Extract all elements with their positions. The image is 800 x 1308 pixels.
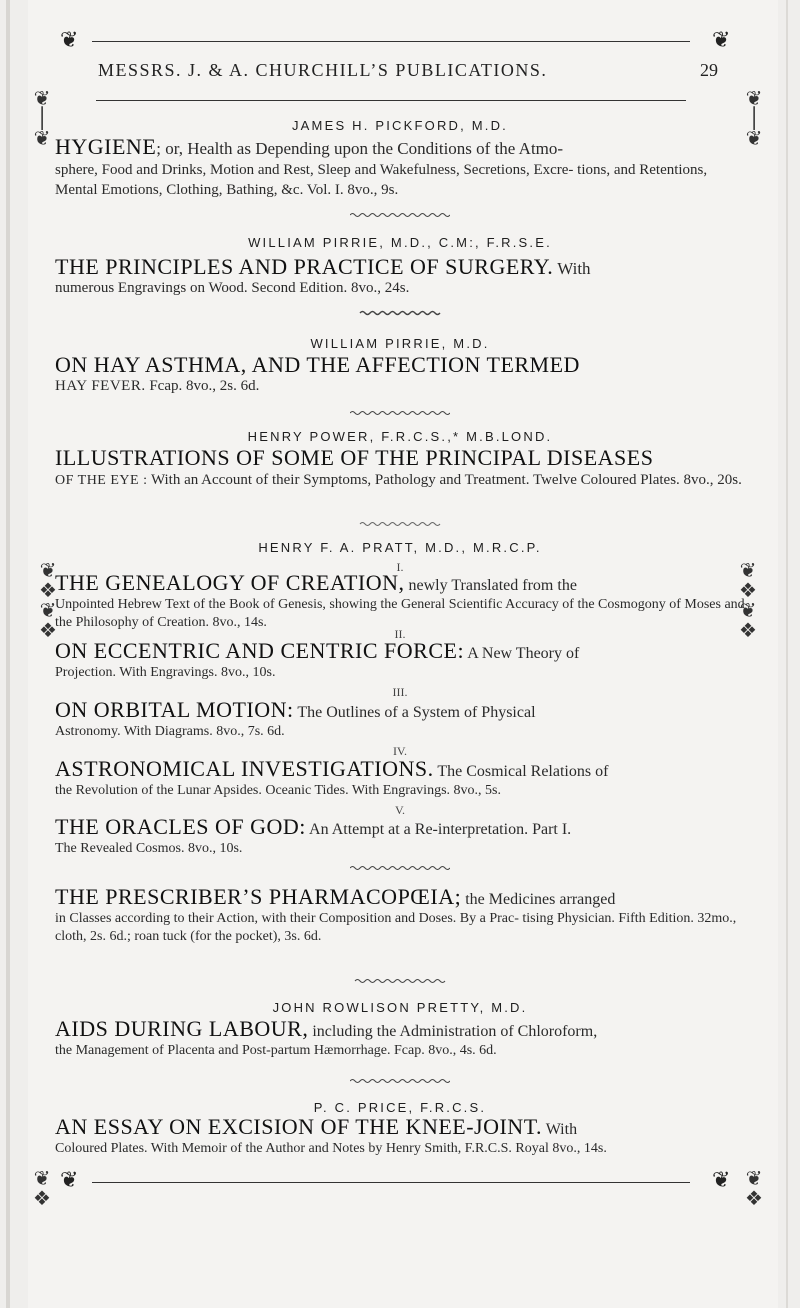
book-title: HYGIENE [55, 134, 157, 159]
entry-text-inline: With [542, 1121, 578, 1138]
divider-ornament [350, 1078, 450, 1084]
entry-text-inline: An Attempt at a Re-interpretation. Part I. [305, 821, 572, 838]
book-title: ON ORBITAL MOTION: [55, 697, 294, 722]
entry-text: the Management of Placenta and Post-partum Hæmorrhage. Fcap. 8vo., 4s. 6d. [55, 1043, 497, 1058]
author-heading: HENRY F. A. PRATT, M.D., M.R.C.P. [258, 540, 542, 555]
volume-numeral: IV. [392, 744, 408, 758]
book-title: ON ECCENTRIC AND CENTRIC FORCE: [55, 638, 465, 663]
corner-ornament-top-left: ❦ [60, 28, 79, 53]
bottom-rule [92, 1182, 690, 1183]
header-rule [96, 100, 686, 101]
entry-text: sphere, Food and Drinks, Motion and Rest, Sleep and Wakefulness, Secretions, Excre- tions, and Retentions, Mental Emotions, Clothing, Bathing, &c. Vol. I. 8vo., 9s. [55, 162, 708, 198]
side-ornament-right-mid: ❦ ❖ ❦ ❖ [739, 558, 757, 642]
book-title: THE GENEALOGY OF CREATION, [55, 570, 405, 595]
author-heading: WILLIAM PIRRIE, M.D. [310, 336, 490, 351]
publication-entry [55, 1114, 745, 1157]
author-heading: P. C. PRICE, F.R.C.S. [313, 1100, 487, 1115]
divider-ornament [350, 310, 450, 316]
publication-entry [55, 638, 745, 681]
entry-text: the Revolution of the Lunar Apsides. Oceanic Tides. With Engravings. 8vo., 5s. [55, 783, 501, 798]
publication-entry [55, 570, 745, 632]
entry-text: Coloured Plates. With Memoir of the Author and Notes by Henry Smith, F.R.C.S. Royal 8vo., 14s. [55, 1141, 607, 1156]
publication-entry [55, 254, 745, 297]
book-title: THE PRINCIPLES AND PRACTICE OF SURGERY. [55, 254, 554, 279]
volume-numeral: II. [394, 627, 406, 641]
volume-numeral: V. [394, 803, 406, 817]
corner-ornament-bottom-right: ❦ [712, 1168, 731, 1193]
entry-text-inline: including the Administration of Chloroform, [308, 1023, 598, 1040]
entry-text: Projection. With Engravings. 8vo., 10s. [55, 665, 276, 680]
divider-ornament [350, 978, 450, 984]
entry-text: Fcap. 8vo., 2s. 6d. [145, 378, 260, 394]
book-title: ASTRONOMICAL INVESTIGATIONS. [55, 756, 434, 781]
entry-text-inline: newly Translated from the [404, 577, 577, 594]
side-ornament-right-bottom: ❦ ❖ [745, 1166, 763, 1210]
running-header: MESSRS. J. & A. CHURCHILL’S PUBLICATIONS. [98, 60, 548, 80]
side-ornament-left-mid: ❦ ❖ ❦ ❖ [39, 558, 57, 642]
publication-entry [55, 134, 745, 200]
entry-text: in Classes according to their Action, with their Composition and Doses. By a Prac- tising Physician. Fifth Edition. 32mo., cloth, 2s. 6d.; roan tuck (for the pocket), 3s. 6d. [55, 911, 737, 944]
divider-ornament [350, 212, 450, 218]
book-title: AN ESSAY ON EXCISION OF THE KNEE-JOINT. [55, 1114, 542, 1139]
author-heading: HENRY POWER, F.R.C.S.,* M.B.LOND. [247, 429, 553, 444]
publication-entry [55, 884, 745, 946]
entry-text: Unpointed Hebrew Text of the Book of Genesis, showing the General Scientific Accuracy of the Cosmogony of Moses and the Philosophy of Creation. 8vo., 14s. [55, 597, 745, 630]
publication-entry [55, 814, 745, 857]
top-rule [92, 41, 690, 42]
book-title: THE PRESCRIBER’S PHARMACOPŒIA; [55, 884, 462, 909]
entry-text-inline: A New Theory of [464, 645, 580, 662]
volume-numeral: I. [396, 560, 404, 574]
book-title: ON HAY ASTHMA, AND THE AFFECTION TERMED [55, 352, 580, 377]
corner-ornament-top-right: ❦ [712, 28, 731, 53]
publication-entry [55, 1016, 745, 1059]
entry-text-inline: With [553, 259, 591, 278]
page-number: 29 [700, 60, 718, 80]
publication-entry [55, 697, 745, 740]
publication-entry [55, 756, 745, 799]
divider-ornament [350, 865, 450, 871]
author-heading: JOHN ROWLISON PRETTY, M.D. [272, 1000, 528, 1015]
divider-ornament [350, 410, 450, 416]
entry-text-inline: The Cosmical Relations of [433, 763, 609, 780]
entry-text: numerous Engravings on Wood. Second Edition. 8vo., 24s. [55, 280, 410, 296]
side-ornament-right-top: ❦ │ ❦ [745, 86, 763, 150]
entry-text: Astronomy. With Diagrams. 8vo., 7s. 6d. [55, 724, 285, 739]
entry-text-inline: The Outlines of a System of Physical [293, 704, 536, 721]
publication-entry [55, 445, 745, 489]
entry-text-inline: ; or, Health as Depending upon the Conditions of the Atmo- [156, 139, 564, 158]
publication-entry [55, 352, 745, 395]
entry-text-caps: OF THE EYE : [55, 473, 148, 488]
book-title: THE ORACLES OF GOD: [55, 814, 306, 839]
entry-text: The Revealed Cosmos. 8vo., 10s. [55, 841, 243, 856]
entry-text-inline: the Medicines arranged [461, 891, 616, 908]
entry-text: With an Account of their Symptoms, Pathology and Treatment. Twelve Coloured Plates. 8vo., 20s. [147, 472, 742, 488]
book-title: ILLUSTRATIONS OF SOME OF THE PRINCIPAL DISEASES [55, 445, 654, 470]
side-ornament-left-top: ❦ │ ❦ [33, 86, 51, 150]
side-ornament-left-bottom: ❦ ❖ [33, 1166, 51, 1210]
author-heading: WILLIAM PIRRIE, M.D., C.M:, F.R.S.E. [248, 235, 552, 250]
entry-text-caps: HAY FEVER. [55, 378, 146, 394]
author-heading: JAMES H. PICKFORD, M.D. [291, 118, 508, 133]
divider-ornament [350, 521, 450, 527]
volume-numeral: III. [392, 685, 408, 699]
corner-ornament-bottom-left: ❦ [60, 1168, 79, 1193]
book-title: AIDS DURING LABOUR, [55, 1016, 309, 1041]
